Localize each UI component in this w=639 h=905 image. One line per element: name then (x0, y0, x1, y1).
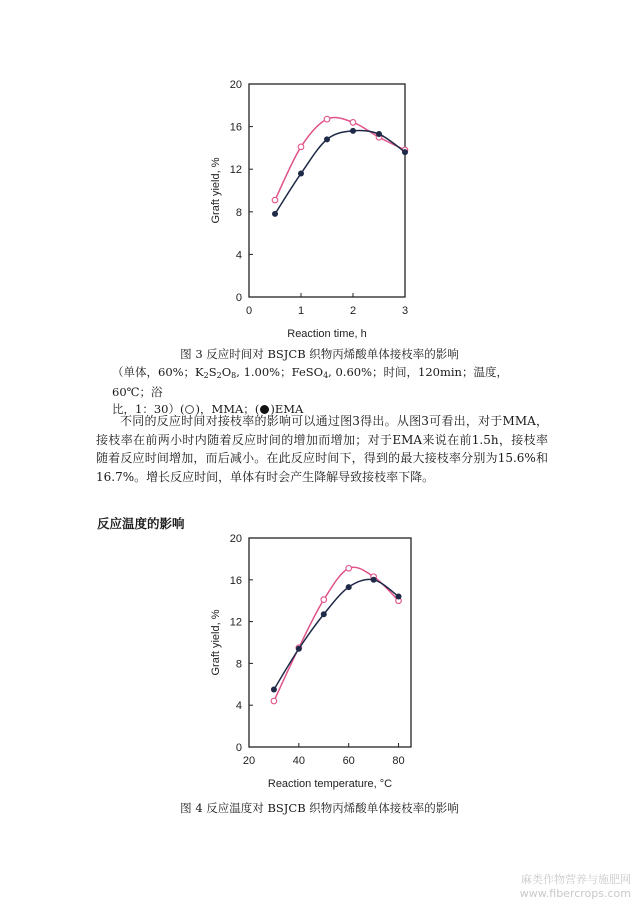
data-point-filled (271, 687, 277, 693)
fe-sub: 4 (323, 371, 329, 380)
x-tick-label: 80 (392, 755, 405, 767)
y-axis-title: Graft yield, % (210, 157, 222, 224)
data-point-open (324, 116, 330, 122)
cond-part-b: , 1.00%；FeSO (236, 365, 324, 379)
y-tick-label: 20 (229, 533, 242, 545)
x-axis-title: Reaction temperature, °C (267, 778, 393, 790)
close-paren-2: ) (270, 402, 275, 416)
x-tick-label: 40 (292, 755, 305, 767)
k-sub-2: 2 (216, 371, 222, 380)
y-axis-title: Graft yield, % (210, 609, 222, 676)
data-point-filled (396, 594, 402, 600)
y-tick-label: 8 (235, 658, 242, 671)
data-point-filled (272, 211, 278, 217)
y-tick-label: 16 (229, 121, 242, 134)
k-o: O (221, 365, 232, 379)
data-point-filled (346, 584, 352, 590)
data-point-filled (296, 646, 302, 652)
open-paren-1: ( (179, 402, 185, 416)
figure-3-svg (205, 75, 445, 350)
series-line (274, 567, 399, 701)
plot-frame (249, 538, 411, 747)
cond-ema: EMA (274, 402, 304, 416)
data-point-filled (324, 136, 330, 142)
cond-mma: ，MMA； (199, 402, 255, 416)
k-sub-1: 2 (203, 371, 209, 380)
figure-4-svg (205, 530, 445, 800)
data-point-open (350, 120, 356, 126)
cond-part-a: （单体，60%；K (112, 365, 204, 379)
data-point-open (346, 566, 352, 572)
k-s: S (208, 365, 217, 379)
y-tick-label: 0 (235, 742, 242, 754)
open-paren-2: ( (254, 402, 260, 416)
series-line (275, 117, 405, 200)
y-tick-label: 4 (235, 249, 242, 262)
series-line (274, 579, 399, 689)
x-tick-label: 60 (342, 755, 355, 767)
section-heading: 反应温度的影响 (97, 516, 185, 531)
watermark-line-2: www.fibercrops.com (519, 887, 631, 900)
data-point-filled (350, 128, 356, 134)
data-point-filled (371, 577, 377, 583)
data-point-filled (321, 611, 327, 617)
cond-part-c: , 0.60%；时间，120min；温度，60℃；浴 (112, 365, 508, 399)
figure-3-chart (205, 75, 445, 350)
y-tick-label: 4 (235, 700, 242, 713)
x-tick-label: 3 (401, 305, 409, 317)
y-tick-label: 0 (235, 292, 242, 304)
x-tick-label: 1 (297, 305, 305, 317)
k-sub-3: 8 (231, 371, 237, 380)
data-point-filled (298, 170, 304, 176)
data-point-filled (376, 131, 382, 137)
x-tick-label: 20 (242, 755, 256, 767)
y-tick-label: 12 (229, 164, 242, 177)
x-tick-label: 0 (245, 305, 253, 317)
data-point-open (298, 144, 304, 150)
figure-4-caption: 图 4 反应温度对 BSJCB 织物丙烯酸单体接枝率的影响 (180, 801, 459, 815)
cond-part-d1: 比，1：30） (112, 402, 180, 416)
x-axis-title: Reaction time, h (287, 328, 367, 340)
watermark (520, 873, 631, 901)
y-tick-label: 20 (229, 79, 242, 91)
figure-4-chart (205, 530, 445, 800)
body-paragraph: 不同的反应时间对接枝率的影响可以通过图3得出。从图3可看出，对于MMA，接枝率在前两小时内随着反应时间的增加而增加；对于EMA来说在前1.5h，接枝率随着反应时间增加，而后减小。在此反应时间下，得到的最大接枝率分别为15.6%和16.7%。增长反应时间，单体有时会产生降解导致接枝率下降。 (96, 414, 548, 484)
series-line (275, 130, 405, 213)
data-point-open (271, 698, 277, 704)
y-tick-label: 12 (229, 616, 242, 629)
close-paren-1: ) (195, 402, 200, 416)
data-point-open (272, 197, 278, 203)
y-tick-label: 8 (235, 206, 242, 219)
y-tick-label: 16 (229, 574, 242, 587)
watermark-line-1: 麻类作物营养与施肥网 (521, 873, 631, 886)
figure-3-caption: 图 3 反应时间对 BSJCB 织物丙烯酸单体接枝率的影响 (180, 347, 459, 361)
figure-3-conditions (112, 364, 532, 418)
x-tick-label: 2 (349, 305, 357, 317)
data-point-filled (402, 149, 408, 155)
data-point-open (321, 597, 327, 603)
